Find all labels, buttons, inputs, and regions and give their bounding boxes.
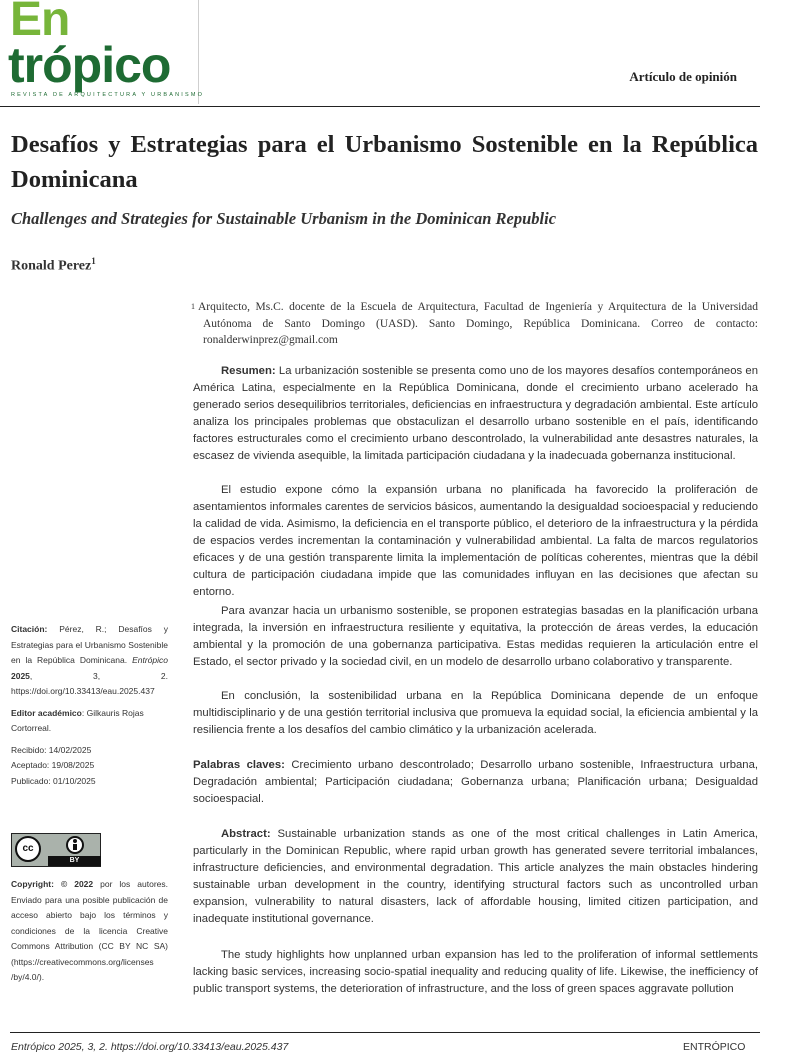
- accepted-date: Aceptado: 19/08/2025: [11, 760, 95, 770]
- keywords-label: Palabras claves:: [193, 759, 285, 771]
- logo-text-top: En: [10, 0, 70, 46]
- citation-journal: Entrópico: [132, 655, 168, 665]
- attribution-head: [73, 839, 77, 843]
- logo-subtitle: REVISTA DE ARQUITECTURA Y URBANISMO: [11, 92, 205, 98]
- footer-journal-name: ENTRÓPICO: [683, 1041, 746, 1053]
- author-name-text: Ronald Perez: [11, 258, 92, 274]
- editor-name: : Gilkauris Rojas Cortorreal.: [11, 707, 144, 733]
- abstract-label: Abstract:: [221, 828, 271, 840]
- resumen-paragraph-3: Para avanzar hacia un urbanismo sostenible, se proponen estrategias basadas en la planificación urbana integrada, la inversión en infraestructura resiliente y equitativa, la protección de áreas verdes, la educación ambiental y la promoción de una gobernanza participativa. Estas medidas requieren la articulación entre el Estado, el sector privado y la sociedad civil, en un modelo de desarrollo urbano colaborativo y transparente.: [193, 605, 758, 668]
- resumen-paragraph-2: El estudio expone cómo la expansión urbana no planificada ha favorecido la proliferación de asentamientos informales carentes de servicios básicos, aumentando la desigualdad socioespacial y reduciendo la calidad de vida. Asimismo, la deficiencia en el transporte público, el deterioro de la infraestructura y la pérdida de espacios verdes incrementan la contaminación y vulnerabilidad ambiental. La falta de marcos regulatorios eficaces y de una gestión transparente limita la implementación de políticas coherentes, mientras que la débil cultura de participación ciudadana impide que las comunidades influyan en las decisiones que afectan su entorno.: [193, 484, 758, 598]
- citation-label: Citación:: [11, 624, 48, 634]
- resumen-label: Resumen:: [221, 365, 276, 377]
- cc-license-badge[interactable]: [11, 833, 101, 867]
- affiliation-text: Arquitecto, Ms.C. docente de la Escuela de Arquitectura, Facultad de Ingeniería y Arquitectura de la Universidad Autónoma de Santo Domingo (UASD). Santo Domingo, República Dominicana. Correo de contacto: ronalderwinprez@gmail.com: [198, 301, 758, 346]
- copyright-label: Copyright: © 2022: [11, 879, 94, 889]
- journal-logo: [0, 0, 205, 104]
- article-subtitle: Challenges and Strategies for Sustainable Urbanism in the Dominican Republic: [11, 209, 557, 228]
- attribution-body: [73, 844, 77, 850]
- resumen-paragraph-4: En conclusión, la sostenibilidad urbana en la República Dominicana depende de un enfoque multidisciplinario y de una gestión territorial inclusiva que promueva la equidad social, la eficiencia ambiental y la resiliencia frente a los desafíos del cambio climático y la urbanización acelerada.: [193, 690, 758, 736]
- keywords-text: Crecimiento urbano descontrolado; Desarrollo urbano sostenible, Infraestructura urbana, Degradación ambiental; Participación ciudadana; Gobernanza urbana; Planificación urbana; Desigualdad socioespacial.: [193, 759, 758, 805]
- abstract-paragraph-1: [193, 826, 758, 928]
- published-date: Publicado: 01/10/2025: [11, 775, 96, 786]
- editor-label: Editor académico: [11, 707, 82, 718]
- author-affiliation-mark: 1: [91, 256, 96, 266]
- citation-year: 2025: [11, 670, 30, 681]
- resumen-paragraph-1: [193, 363, 758, 465]
- citation-doi: , 3, 2. https://doi.org/10.33413/eau.2025.437: [11, 670, 168, 696]
- footer-divider: [10, 1032, 760, 1033]
- citation-block: [11, 622, 168, 700]
- cc-icon: cc: [15, 836, 41, 862]
- copyright-text: por los autores. Enviado para una posible publicación de acceso abierto bajo los términos y condiciones de la licencia Creative Commons Attribution (CC BY NC SA) (https://creativecommons.org/licenses /by/4.0/).: [11, 879, 168, 982]
- affiliation-number: 1: [191, 302, 195, 311]
- author-name: [11, 256, 96, 275]
- logo-text-bottom: trópico: [8, 37, 171, 93]
- by-label: BY: [48, 856, 101, 866]
- abstract-text-1: Sustainable urbanization stands as one of the most critical challenges in Latin America, particularly in the Dominican Republic, where rapid urban growth has generated severe territorial imbalances, infrastructure deficiencies, and environmental degradation. This article analyzes the main obstacles hindering sustainable urban development in the country, identifying structural factors such as uncontrolled urban expansion, vulnerability to natural disasters, lack of affordable housing, limited citizen participation, and inadequate institutional governance.: [193, 828, 758, 925]
- footer-citation: Entrópico 2025, 3, 2. https://doi.org/10.33413/eau.2025.437: [11, 1041, 289, 1053]
- author-affiliation: [191, 299, 758, 349]
- header-divider: [0, 106, 760, 107]
- abstract-paragraph-2: The study highlights how unplanned urban expansion has led to the proliferation of informal settlements lacking basic services, increasing socio-spatial inequality and reducing quality of life. Likewise, the inefficiency of public transport systems, the deterioration of infrastructure, and the loss of green spaces aggravate pollution: [193, 949, 758, 995]
- copyright-block: [11, 877, 168, 986]
- article-title: Desafíos y Estrategias para el Urbanismo Sostenible en la República Dominicana: [11, 131, 758, 193]
- attribution-icon: [66, 836, 84, 854]
- citation-text: Pérez, R.; Desafíos y Estrategias para el Urbanismo Sostenible en la República Dominicana.: [11, 624, 168, 665]
- resumen-text-1: La urbanización sostenible se presenta como uno de los mayores desafíos contemporáneos en América Latina, especialmente en la República Dominicana, donde el crecimiento urbano acelerado ha generado serios desequilibrios territoriales, deficiencias en infraestructura y degradación ambiental. Este artículo analiza los principales problemas que obstaculizan el desarrollo urbano sostenible en el país, identificando factores estructurales como el crecimiento urbano descontrolado, la vulnerabilidad ante desastres naturales, la escasez de vivienda asequible, la limitada participación ciudadana y la inadecuada gobernanza institucional.: [193, 365, 758, 462]
- article-type-label: Artículo de opinión: [629, 69, 737, 84]
- keywords-paragraph: [193, 757, 758, 808]
- editor-block: [11, 706, 168, 737]
- article-info-sidebar: [11, 622, 168, 789]
- received-date: Recibido: 14/02/2025: [11, 744, 92, 755]
